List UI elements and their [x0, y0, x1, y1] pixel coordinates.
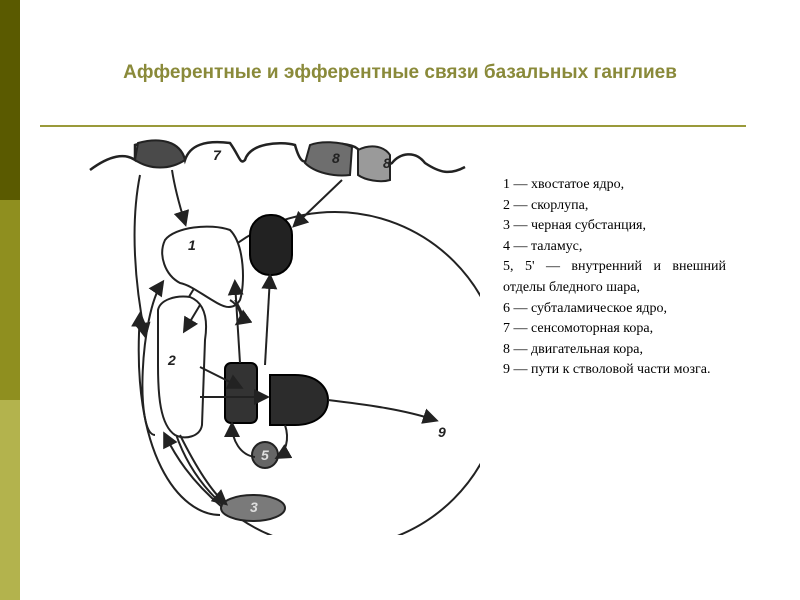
legend-item: 6 — субталамическое ядро,	[503, 300, 668, 316]
label-5: 5	[261, 447, 269, 463]
globus-pallidus-5prime	[270, 375, 328, 425]
globus-pallidus-5	[225, 363, 257, 423]
label-3: 3	[250, 499, 258, 515]
slide-title: Афферентные и эфферентные связи базальных ганглиев	[123, 62, 677, 83]
side-bar-light	[0, 400, 20, 600]
legend-item: 3 — черная субстанция,	[503, 218, 647, 234]
label-8b: 8	[383, 155, 391, 171]
label-7: 7	[213, 147, 221, 163]
title-divider	[40, 125, 746, 127]
motor-cortex-8a	[305, 142, 352, 175]
label-2: 2	[168, 352, 176, 368]
label-9: 9	[438, 424, 446, 440]
legend-item: 1 — хвостатое ядро,	[503, 177, 625, 192]
legend	[503, 175, 726, 381]
legend-item: 5, 5' — внутренний и внешний отделы бледного шара,	[503, 259, 726, 295]
caudate-nucleus-1	[162, 227, 243, 307]
thalamus-4	[250, 215, 292, 275]
legend-item: 8 — двигательная кора,	[503, 341, 643, 357]
label-8a: 8	[332, 150, 340, 166]
basal-ganglia-diagram	[80, 135, 480, 535]
label-1: 1	[188, 237, 196, 253]
legend-item: 9 — пути к стволовой части мозга.	[503, 362, 711, 378]
motor-cortex-7	[135, 140, 185, 167]
legend-item: 4 — таламус,	[503, 238, 583, 254]
putamen-2	[158, 297, 206, 438]
side-bar-dark	[0, 0, 20, 200]
legend-item: 2 — скорлупа,	[503, 197, 589, 213]
legend-item: 7 — сенсомоторная кора,	[503, 321, 654, 337]
side-bar-mid	[0, 200, 20, 400]
